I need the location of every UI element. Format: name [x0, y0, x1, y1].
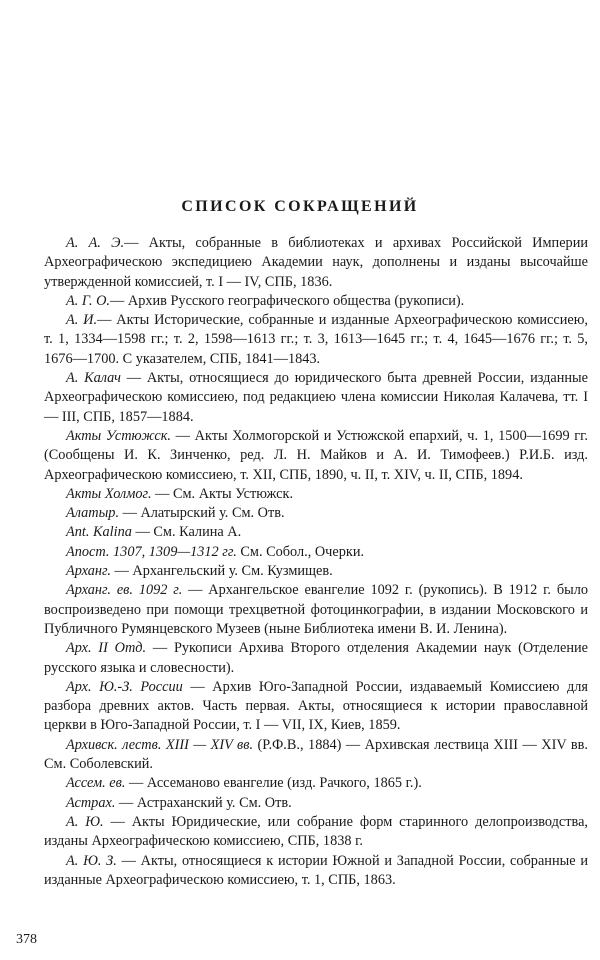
- abbreviation: Акты Устюжск.: [66, 427, 171, 444]
- abbreviations-list: [44, 234, 588, 890]
- abbreviation: Ассем. ев.: [66, 775, 126, 792]
- abbreviation: Астрах.: [66, 794, 116, 811]
- abbreviation-description: — Архив Юго-Западной России, издаваемый Комиссиею для разбора древних актов. Часть первая. Акты, относящиеся к истории православной церкви в Юго-Западной России, т. I — VII, IX, Киев, 1859.: [44, 678, 588, 734]
- abbreviation-entry: [44, 813, 588, 852]
- abbreviation-entry: [44, 852, 588, 891]
- abbreviation-entry: [44, 639, 588, 678]
- abbreviation-description: — Рукописи Архива Второго отделения Академии наук (Отделение русского языка и словесности).: [44, 640, 588, 676]
- abbreviation-entry: [44, 369, 588, 427]
- abbreviation-entry: [44, 794, 588, 813]
- abbreviation-entry: [44, 427, 588, 485]
- abbreviation-description: — Алатырский у. См. Отв.: [119, 505, 285, 522]
- abbreviation: А. А. Э.: [66, 235, 125, 251]
- abbreviation: Ant. Kalina: [66, 524, 132, 541]
- abbreviation-entry: [44, 292, 588, 311]
- abbreviation-entry: [44, 311, 588, 369]
- page-number: 378: [16, 932, 37, 947]
- abbreviation-entry: [44, 774, 588, 793]
- abbreviation-description: — Акты Юридические, или собрание форм старинного делопроизводства, изданы Археографическою комиссиею, СПБ, 1838 г.: [44, 813, 588, 850]
- abbreviation: А. Ю.: [66, 813, 104, 830]
- abbreviation: Акты Холмог.: [66, 485, 152, 502]
- page-title: СПИСОК СОКРАЩЕНИЙ: [181, 198, 419, 215]
- abbreviation-entry: [44, 581, 588, 639]
- abbreviation-description: — Ассеманово евангелие (изд. Рачкого, 1865 г.).: [125, 775, 422, 792]
- abbreviation-description: — Акты Холмогорской и Устюжской епархий, ч. 1, 1500—1699 гг. (Сообщены И. К. Зинченко, ред. Л. Н. Майков и А. И. Тимофеев.) Р.И.Б. изд. Археографическою комиссиею, т. XII, СПБ, 1890, ч. II, т. XIV, ч. II, СПБ, 1894.: [44, 427, 588, 483]
- abbreviation: Архивск. леств. XIII — XIV вв.: [66, 736, 254, 753]
- abbreviation-entry: [44, 736, 588, 775]
- abbreviation: Арх. Ю.-З. России: [66, 678, 183, 695]
- abbreviation-description: — См. Калина А.: [131, 524, 242, 541]
- abbreviation-description: — Архив Русского географического общества (рукописи).: [110, 292, 465, 309]
- abbreviation-entry: [44, 562, 588, 581]
- abbreviation: А. Г. О.: [66, 292, 110, 309]
- abbreviation-entry: [44, 485, 588, 504]
- abbreviation: А. И.: [66, 312, 98, 329]
- abbreviation: А. Калач: [66, 370, 121, 387]
- abbreviation: Арх. II Отд.: [66, 640, 147, 657]
- abbreviation: Апост. 1307, 1309—1312 гг.: [66, 543, 237, 560]
- abbreviation-description: — Архангельский у. См. Кузмищев.: [110, 563, 333, 580]
- abbreviation-entry: [44, 678, 588, 736]
- abbreviation-entry: [44, 543, 588, 562]
- abbreviation-description: — Акты, собранные в библиотеках и архивах Российской Империи Археографическою экспедициею Академии наук, дополнены и изданы высочайше утвержденной комиссией, т. I — IV, СПБ, 1836.: [44, 235, 588, 290]
- abbreviation-entry: [44, 523, 588, 542]
- abbreviation: Алатыр.: [66, 505, 120, 522]
- abbreviation: Арханг. ев. 1092 г.: [66, 582, 183, 599]
- abbreviation-description: — Акты, относящиеся к истории Южной и Западной России, собранные и изданные Археографическою комиссиею, т. 1, СПБ, 1863.: [44, 852, 588, 888]
- abbreviation-description: — Акты Исторические, собранные и изданные Археографическою комиссиею, т. 1, 1334—1598 гг.; т. 2, 1598—1613 гг.; т. 3, 1613—1645 гг.; т. 4, 1645—1676 гг.; т. 5, 1676—1700. С указателем, СПБ, 1841—1843.: [44, 312, 589, 367]
- abbreviation: А. Ю. З.: [66, 852, 117, 869]
- abbreviation-description: — Архангельское евангелие 1092 г. (рукопись). В 1912 г. было воспроизведено при помощи трехцветной фотоцинкографии, в издании Московского и Публичного Румянцевского Музеев (ныне Библиотека имени В. И. Ленина).: [44, 582, 588, 637]
- abbreviation: Арханг.: [66, 563, 111, 580]
- abbreviation-description: — Акты, относящиеся до юридического быта древней России, изданные Археографическою комиссиею, под редакциею члена комиссии Николая Калачева, тт. I — III, СПБ, 1857—1884.: [44, 370, 589, 425]
- abbreviation-description: — См. Акты Устюжск.: [151, 485, 294, 502]
- abbreviation-entry: [44, 504, 588, 523]
- abbreviation-description: (Р.Ф.В., 1884) — Архивская лествица XIII — XIV вв. См. Соболевский.: [44, 736, 588, 773]
- abbreviation-description: См. Собол., Очерки.: [236, 543, 365, 560]
- abbreviation-description: — Астраханский у. См. Отв.: [115, 794, 292, 811]
- abbreviation-entry: [44, 234, 588, 292]
